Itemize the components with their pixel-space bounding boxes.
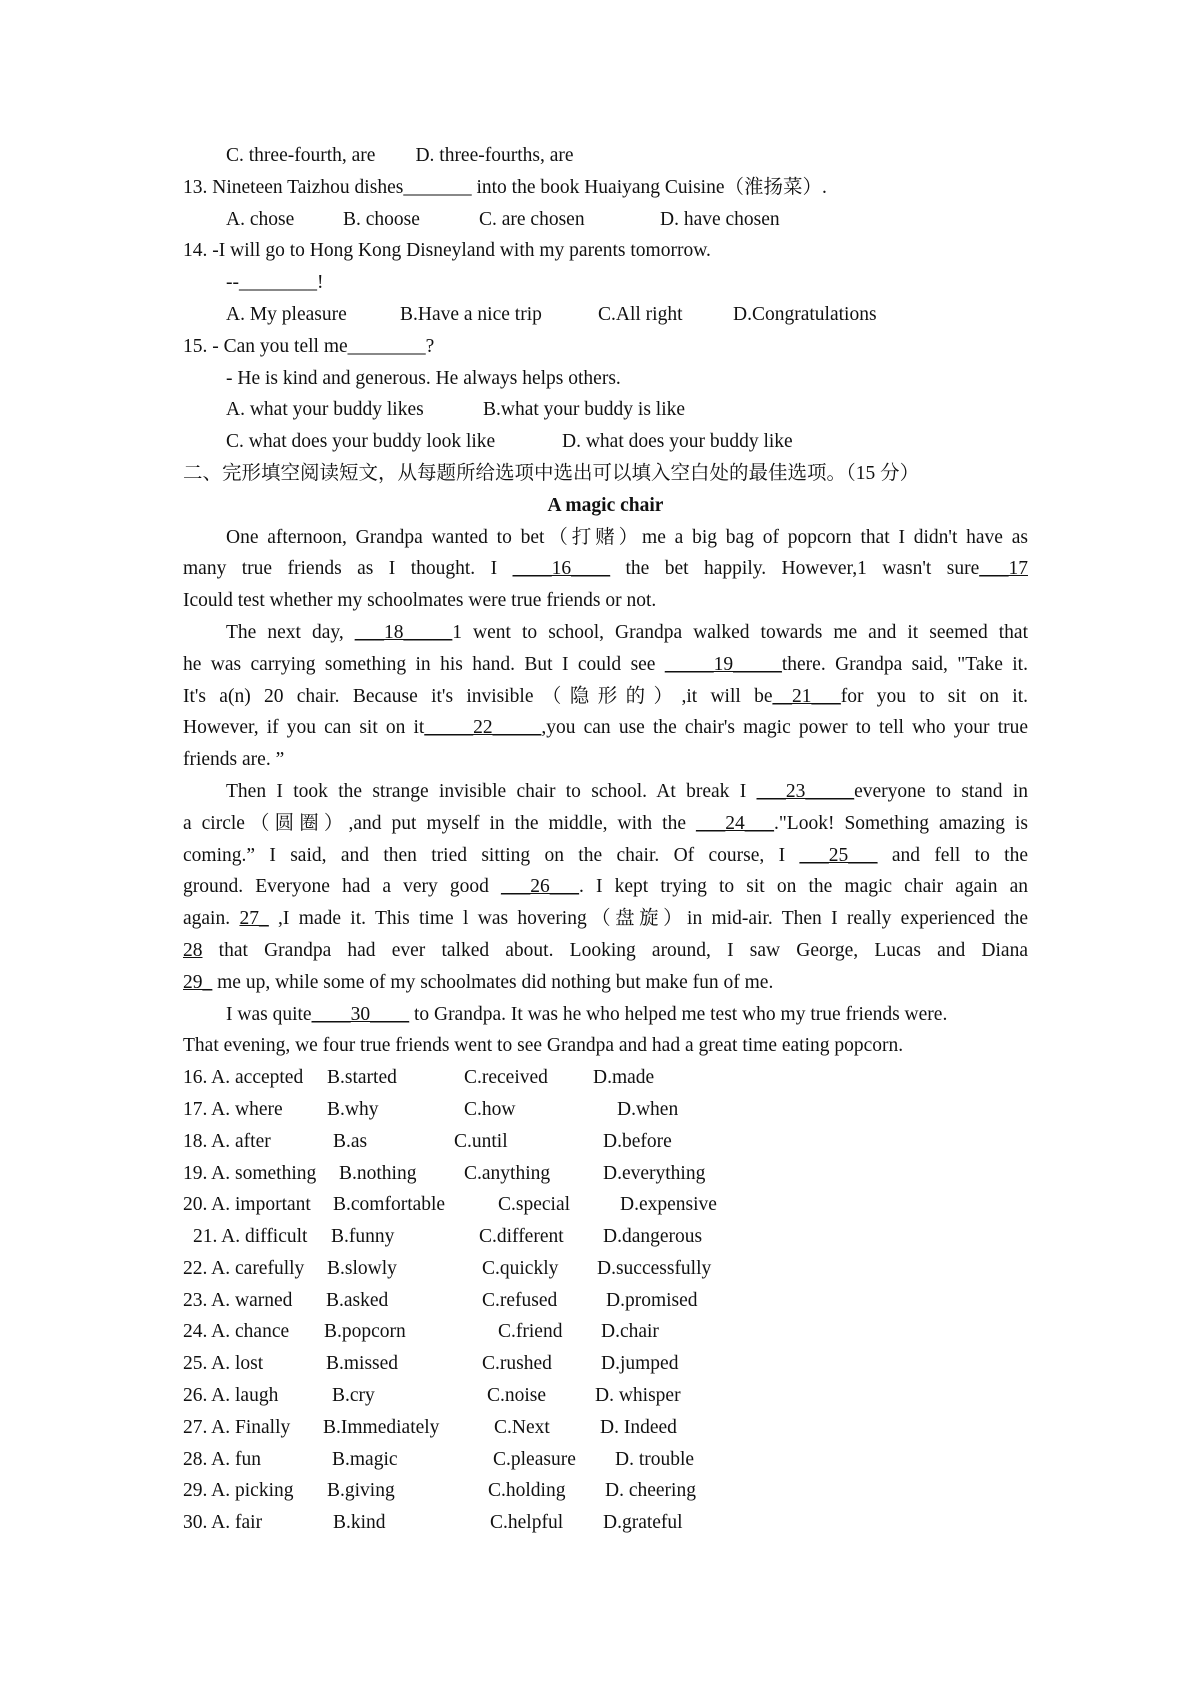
q14-reply: --________! — [226, 272, 324, 294]
answer-options-row — [183, 1507, 1028, 1539]
q15-option-c: C. what does your buddy look like — [226, 431, 496, 453]
passage-line: ground. Everyone had a very good ___26___. I kept trying to sit on the magic chair again an — [183, 876, 1029, 898]
blank-21: __21___ — [772, 685, 841, 707]
answer-option: D.promised — [606, 1289, 698, 1311]
answer-option: D. whisper — [595, 1385, 681, 1407]
answer-option: 22. A. carefully — [183, 1257, 305, 1279]
answer-option: 25. A. lost — [183, 1353, 264, 1375]
answer-option: B.asked — [326, 1289, 389, 1311]
passage-line: a circle（圆圈）,and put myself in the middle, with the ___24___."Look! Something amazing is — [183, 812, 1028, 834]
answer-options-row — [183, 1380, 1028, 1412]
passage-line: It's a(n) 20 chair. Because it's invisible（隐形的）,it will be__21___for you to sit on it. — [183, 685, 1028, 707]
passage-line: That evening, we four true friends went to see Grandpa and had a great time eating popcorn. — [183, 1035, 904, 1057]
answer-options-row — [183, 1412, 1028, 1444]
q15-stem: 15. - Can you tell me________? — [183, 335, 435, 357]
answer-option: D.made — [593, 1067, 655, 1089]
answer-option: B.funny — [331, 1226, 395, 1248]
answer-option: B.Immediately — [323, 1416, 440, 1438]
answer-option: B.started — [327, 1067, 397, 1089]
answer-option: C.until — [454, 1130, 508, 1152]
answer-option: 16. A. accepted — [183, 1067, 304, 1089]
blank-23: ___23_____ — [756, 780, 855, 802]
q14-option-c: C.All right — [598, 303, 683, 325]
answer-option: 17. A. where — [183, 1098, 283, 1120]
answer-option: C.quickly — [482, 1257, 559, 1279]
answer-option: C.Next — [494, 1416, 550, 1438]
q15-reply: - He is kind and generous. He always helps others. — [226, 367, 621, 389]
q14-option-a: A. My pleasure — [226, 303, 347, 325]
q15-options-ab — [183, 394, 1028, 426]
q12-option-c: C. three-fourth, are — [226, 145, 376, 166]
answer-option: D. trouble — [615, 1448, 695, 1470]
passage-line: coming.” I said, and then tried sitting on the chair. Of course, I ___25___ and fell to the — [183, 844, 1028, 866]
blank-26: ___26___ — [501, 876, 580, 898]
answer-option: C.noise — [487, 1385, 547, 1407]
answer-option: 27. A. Finally — [183, 1416, 291, 1438]
answer-options-row — [183, 1126, 1028, 1158]
answer-option: D.chair — [601, 1321, 659, 1343]
blank-30: ____30____ — [311, 1003, 410, 1025]
q12-option-d: D. three-fourths, are — [415, 145, 574, 166]
answer-option: B.comfortable — [333, 1194, 446, 1216]
blank-27: 27_ — [239, 908, 269, 930]
q13-option-b: B. choose — [343, 208, 420, 230]
blank-29: 29_ — [183, 971, 213, 993]
answer-option: C.how — [464, 1098, 516, 1120]
answer-option: 28. A. fun — [183, 1448, 261, 1470]
answer-option: C.anything — [464, 1162, 551, 1184]
q14-stem: 14. -I will go to Hong Kong Disneyland with my parents tomorrow. — [183, 240, 711, 262]
passage-title: A magic chair — [547, 494, 664, 516]
passage-line: I was quite____30____ to Grandpa. It was he who helped me test who my true friends were. — [226, 1003, 948, 1025]
passage-line: many true friends as I thought. I ____16____ the bet happily. However,1 wasn't sure___17 — [183, 558, 1028, 580]
answer-option: 21. A. difficult — [193, 1226, 308, 1248]
answer-options-row — [183, 1475, 1028, 1507]
answer-option: C.received — [464, 1067, 548, 1089]
q14-option-d: D.Congratulations — [733, 303, 877, 325]
answer-option: C.pleasure — [493, 1448, 576, 1470]
blank-17: ___17 — [979, 558, 1028, 580]
answer-option: C.different — [479, 1226, 564, 1248]
answer-options-list — [183, 1062, 1028, 1539]
passage-line: Then I took the strange invisible chair to school. At break I ___23_____everyone to stand in — [226, 780, 1028, 802]
answer-option: B.magic — [332, 1448, 398, 1470]
answer-option: 20. A. important — [183, 1194, 311, 1216]
answer-option: D.everything — [603, 1162, 706, 1184]
answer-option: 26. A. laugh — [183, 1385, 279, 1407]
answer-option: D. cheering — [605, 1480, 696, 1502]
answer-option: B.nothing — [339, 1162, 417, 1184]
passage-line: friends are. ” — [183, 749, 285, 771]
answer-option: D. Indeed — [600, 1416, 677, 1438]
q12-options — [183, 140, 1028, 172]
answer-option: B.giving — [327, 1480, 395, 1502]
answer-option: B.as — [333, 1130, 368, 1152]
answer-options-row — [183, 1189, 1028, 1221]
q13-options — [183, 204, 1028, 236]
answer-option: C.friend — [498, 1321, 563, 1343]
passage-line: 28 that Grandpa had ever talked about. Looking around, I saw George, Lucas and Diana — [183, 939, 1028, 961]
q13-option-a: A. chose — [226, 208, 295, 230]
answer-options-row — [183, 1316, 1028, 1348]
q13-stem: 13. Nineteen Taizhou dishes_______ into the book Huaiyang Cuisine（淮扬菜）. — [183, 176, 827, 198]
answer-option: 30. A. fair — [183, 1512, 263, 1534]
answer-option: C.refused — [482, 1289, 558, 1311]
answer-options-row — [183, 1348, 1028, 1380]
exam-page — [183, 140, 1028, 1539]
answer-option: C.helpful — [490, 1512, 564, 1534]
passage-line: Icould test whether my schoolmates were true friends or not. — [183, 590, 657, 612]
answer-option: D.expensive — [620, 1194, 717, 1216]
answer-option: 19. A. something — [183, 1162, 317, 1184]
answer-options-row — [183, 1094, 1028, 1126]
answer-option: 18. A. after — [183, 1130, 271, 1152]
q15-option-d: D. what does your buddy like — [562, 431, 793, 453]
answer-option: B.cry — [332, 1385, 375, 1407]
q13-option-d: D. have chosen — [660, 208, 780, 230]
answer-option: B.kind — [333, 1512, 386, 1534]
passage-line: he was carrying something in his hand. But I could see _____19_____there. Grandpa said, "Take it. — [183, 653, 1028, 675]
answer-option: C.rushed — [482, 1353, 552, 1375]
blank-25: ___25___ — [799, 844, 878, 866]
passage-line: However, if you can sit on it_____22_____,you can use the chair's magic power to tell who your true — [183, 717, 1029, 739]
answer-option: C.special — [498, 1194, 571, 1216]
q13-option-c: C. are chosen — [479, 208, 585, 230]
blank-18: ___18_____ — [354, 621, 453, 643]
answer-option: C.holding — [488, 1480, 566, 1502]
q14-options — [183, 299, 1028, 331]
blank-28: 28 — [183, 939, 203, 961]
q13-blank: _______ — [403, 176, 472, 198]
answer-option: D.grateful — [603, 1512, 683, 1534]
answer-option: D.jumped — [601, 1353, 679, 1375]
answer-option: D.successfully — [597, 1257, 712, 1279]
answer-option: D.when — [617, 1098, 679, 1120]
q15-options-cd — [183, 426, 1028, 458]
passage-line: One afternoon, Grandpa wanted to bet（打赌）me a big bag of popcorn that I didn't have as — [226, 526, 1028, 548]
q15-option-a: A. what your buddy likes — [226, 399, 424, 421]
q15-option-b: B.what your buddy is like — [483, 399, 686, 421]
answer-option: 23. A. warned — [183, 1289, 293, 1311]
q14-option-b: B.Have a nice trip — [400, 303, 542, 325]
answer-option: B.why — [327, 1098, 379, 1120]
answer-options-row — [183, 1221, 1028, 1253]
answer-option: B.slowly — [327, 1257, 397, 1279]
answer-option: 24. A. chance — [183, 1321, 290, 1343]
passage-line: The next day, ___18_____1 went to school, Grandpa walked towards me and it seemed that — [226, 621, 1028, 643]
answer-options-row — [183, 1253, 1028, 1285]
passage-line: again. 27_ ,I made it. This time l was hovering（盘旋）in mid-air. Then I really experienced the — [183, 908, 1029, 930]
answer-option: B.missed — [326, 1353, 399, 1375]
answer-option: B.popcorn — [324, 1321, 406, 1343]
blank-22: _____22_____ — [424, 717, 542, 739]
passage-line: 29_ me up, while some of my schoolmates did nothing but make fun of me. — [183, 971, 774, 993]
answer-option: D.before — [603, 1130, 672, 1152]
blank-24: ___24___ — [695, 812, 774, 834]
answer-option: 29. A. picking — [183, 1480, 294, 1502]
answer-options-row — [183, 1444, 1028, 1476]
section-heading: 二、完形填空阅读短文，从每题所给选项中选出可以填入空白处的最佳选项。（15 分） — [183, 462, 920, 484]
answer-options-row — [183, 1285, 1028, 1317]
answer-options-row — [183, 1158, 1028, 1190]
answer-option: D.dangerous — [603, 1226, 703, 1248]
blank-16: ____16____ — [512, 558, 611, 580]
blank-19: _____19_____ — [664, 653, 782, 675]
answer-options-row — [183, 1062, 1028, 1094]
